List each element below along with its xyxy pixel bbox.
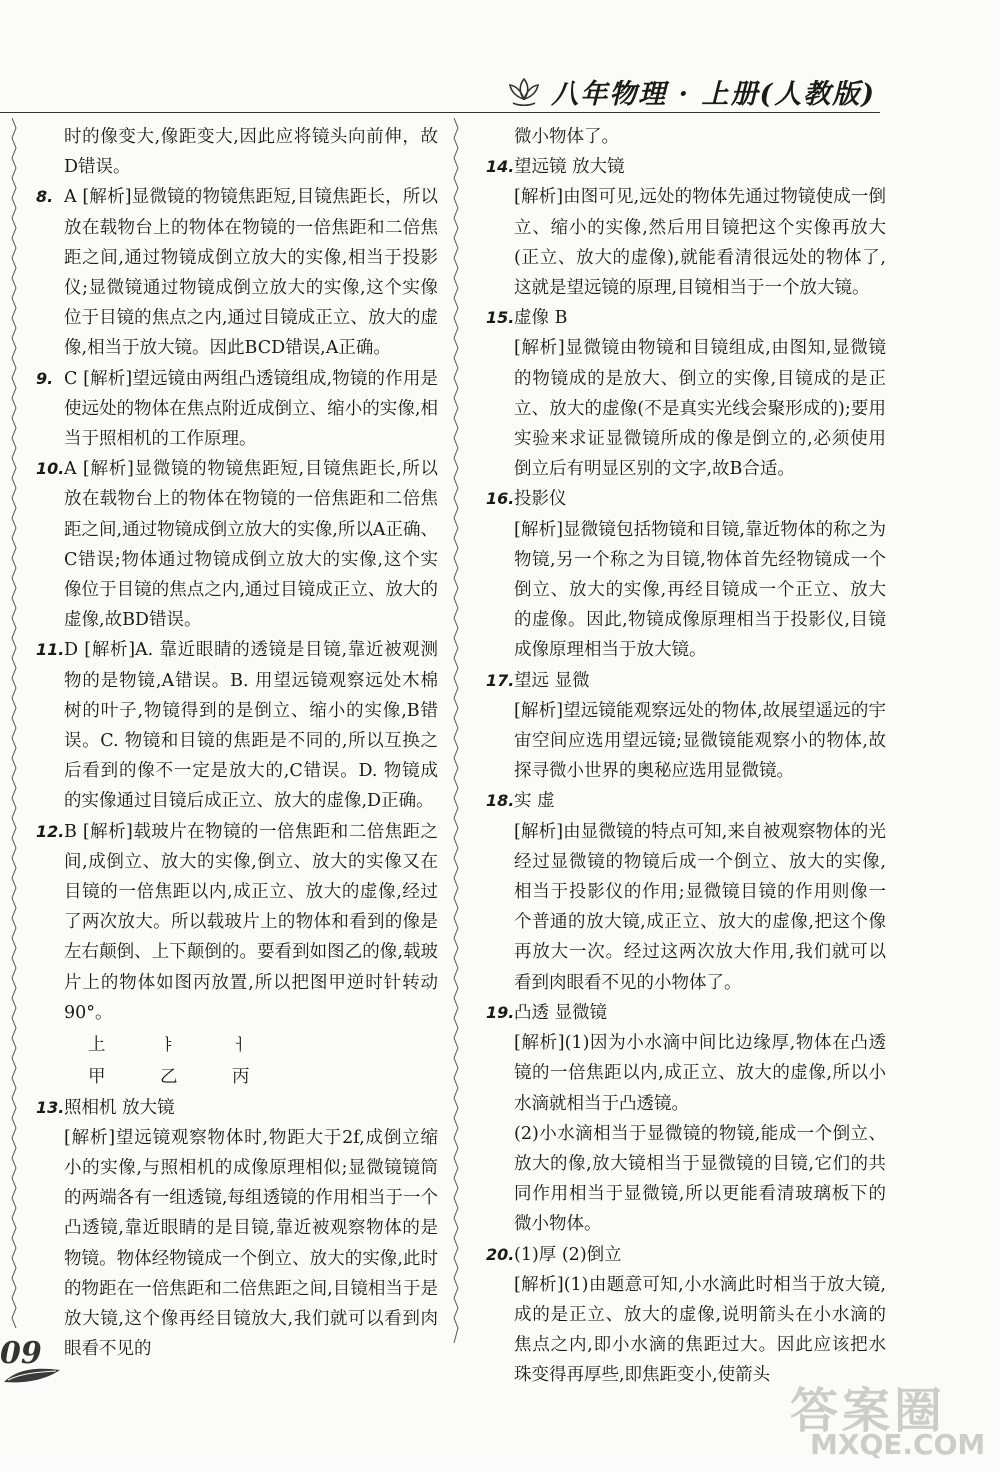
item-number: 8. [36, 187, 54, 207]
answer-item-14 [486, 152, 886, 303]
figure-label-yi: 乙 [160, 1067, 178, 1088]
leaf-ornament-icon [0, 1336, 70, 1388]
answer-item-19 [486, 998, 886, 1240]
item-number: 11. [36, 640, 65, 660]
item-explanation: [解析]望远镜能观察远处的物体,故展望遥远的宇宙空间应选用望远镜;显微镜能观察小的物体,故探寻微小世界的奥秘应选用显微镜。 [514, 700, 886, 782]
watermark-url: MXQE.COM [810, 1428, 986, 1461]
figure-label-bing: 丙 [232, 1067, 250, 1088]
item-explanation: [解析]由显微镜的特点可知,来自被观察物体的光经过显微镜的物镜后成一个倒立、放大的实像,相当于投影仪的作用;显微镜目镜的作用则像一个普通的放大镜,成正立、放大的虚像,把这个像再放大一次。经过这两次放大作用,我们就可以看到肉眼看不见的小物体了。 [514, 821, 886, 993]
header-rule [0, 112, 880, 113]
column-divider-decoration [452, 118, 460, 1343]
figure-glyph-bing: ㅓ [232, 1035, 248, 1055]
item-explanation: [解析]望远镜观察物体时,物距大于2f,成倒立缩小的实像,与照相机的成像原理相似;显微镜镜筒的两端各有一组透镜,每组透镜的作用相当于一个凸透镜,靠近眼睛的是目镜,靠近被观察物体的是物镜。物体经物镜成一个倒立、放大的实像,此时的物距在一倍焦距和二倍焦距之间,目镜相当于是放大镜,这个像再经目镜放大,我们就可以看到肉眼看不见的 [64, 1127, 438, 1360]
item-answer: (1)厚 (2)倒立 [514, 1244, 622, 1265]
figure-glyph-row [36, 1030, 438, 1060]
answer-item-17 [486, 666, 886, 787]
answer-item-9 [36, 364, 438, 455]
item-number: 13. [36, 1097, 65, 1117]
item-explanation: [解析](1)因为小水滴中间比边缘厚,物体在凸透镜的一倍焦距以内,成正立、放大的虚像,所以小水滴就相当于凸透镜。 [514, 1033, 886, 1114]
item-explanation: [解析]显微镜由物镜和目镜组成,由图知,显微镜的物镜成的是放大、倒立的实像,目镜成的是正立、放大的虚像(不是真实光线会聚形成的);要用实验来求证显微镜所成的像是倒立的,必须使用倒立后有明显区别的文字,故B合适。 [514, 338, 886, 480]
answer-item-11 [36, 635, 438, 816]
item-answer: 虚像 B [514, 308, 568, 329]
running-header [505, 72, 876, 111]
item-answer: 投影仪 [514, 489, 567, 510]
lotus-emblem-icon [505, 75, 543, 109]
figure-glyph-jia: 上 [88, 1035, 106, 1056]
left-spine-decoration [10, 118, 18, 1328]
continuation-text: 微小物体了。 [514, 127, 619, 147]
item-number: 17. [486, 670, 515, 690]
item-number: 12. [36, 821, 65, 841]
answer-item-13 [36, 1093, 438, 1365]
answer-item-15 [486, 303, 886, 484]
item-explanation: [解析]显微镜包括物镜和目镜,靠近物体的称之为物镜,另一个称之为目镜,物体首先经物镜成一个倒立、放大的实像,再经目镜成一个正立、放大的虚像。因此,物镜成像原理相当于投影仪,目镜成像原理相当于放大镜。 [514, 519, 886, 661]
answer-item-18 [486, 786, 886, 997]
item-text: D [解析]A. 靠近眼睛的透镜是目镜,靠近被观测物的是物镜,A错误。B. 用望远镜观察远处木棉树的叶子,物镜得到的是倒立、缩小的实像,B错误。C. 物镜和目镜的焦距是不同的,所以互换之后看到的像不一定是放大的,C错误。D. 物镜成的实像通过目镜后成正立、放大的虚像,D正确。 [64, 640, 438, 812]
figure-glyph-yi: ㅑ [160, 1035, 176, 1055]
item-explanation: [解析](1)由题意可知,小水滴此时相当于放大镜,成的是正立、放大的虚像,说明箭头在小水滴的焦点之内,即小水滴的焦距过大。因此应该把水珠变得再厚些,即焦距变小,使箭头 [514, 1274, 886, 1386]
page-number [0, 1336, 70, 1388]
figure-label-row [36, 1062, 438, 1092]
item-number: 9. [36, 368, 54, 388]
page-number-text: 09 [0, 1336, 42, 1371]
figure-label-jia: 甲 [88, 1067, 106, 1088]
answer-item-10 [36, 454, 438, 635]
header-title: 八年物理 · 上册(人教版) [551, 79, 876, 110]
answer-item-16 [486, 484, 886, 665]
item-number: 15. [486, 308, 515, 328]
item-explanation-part-2: (2)小水滴相当于显微镜的物镜,能成一个倒立、放大的像,放大镜相当于显微镜的目镜,它们的共同作用相当于显微镜,所以更能看清玻璃板下的微小物体。 [514, 1123, 886, 1235]
item-number: 16. [486, 489, 515, 509]
item-text: B [解析]载玻片在物镜的一倍焦距和二倍焦距之间,成倒立、放大的实像,倒立、放大的实像又在目镜的一倍焦距以内,成正立、放大的虚像,经过了两次放大。所以载玻片上的物体和看到的像是左右颠倒、上下颠倒的。要看到如图乙的像,载玻片上的物体如图丙放置,所以把图甲逆时针转动90°。 [64, 821, 438, 1023]
item-text: A [解析]显微镜的物镜焦距短,目镜焦距长,所以放在载物台上的物体在物镜的一倍焦距和二倍焦距之间,通过物镜成倒立放大的实像,所以A正确、C错误;物体通过物镜成倒立放大的实像,这个实像位于目镜的焦点之内,通过目镜成正立、放大的虚像,故BD错误。 [64, 459, 438, 631]
item-text: C [解析]望远镜由两组凸透镜组成,物镜的作用是使远处的物体在焦点附近成倒立、缩小的实像,相当于照相机的工作原理。 [64, 368, 438, 450]
item-number: 20. [486, 1244, 515, 1264]
item-answer: 实 虚 [514, 791, 555, 812]
item-number: 14. [486, 157, 515, 177]
item-answer: 望远 显微 [514, 670, 590, 691]
left-column [36, 122, 438, 1364]
right-column [486, 122, 886, 1391]
item-answer: 望远镜 放大镜 [514, 157, 625, 178]
item-explanation: [解析]由图可见,远处的物体先通过物镜使成一倒立、缩小的实像,然后用目镜把这个实像再放大(正立、放大的虚像),就能看清很远处的物体了,这就是望远镜的原理,目镜相当于一个放大镜。 [514, 187, 886, 299]
answer-item-20 [486, 1240, 886, 1391]
watermark-logo-text: 答案圈 [790, 1383, 947, 1439]
item-answer: 照相机 放大镜 [64, 1097, 175, 1118]
answer-item-12 [36, 817, 438, 1093]
answer-item-8 [36, 182, 438, 363]
watermark [750, 1372, 990, 1467]
item-number: 19. [486, 1002, 515, 1022]
item-number: 18. [486, 791, 515, 811]
item-answer: 凸透 显微镜 [514, 1002, 608, 1023]
item-text: A [解析]显微镜的物镜焦距短,目镜焦距长，所以放在载物台上的物体在物镜的一倍焦距和二倍焦距之间,通过物镜成倒立放大的实像,相当于投影仪;显微镜通过物镜成倒立放大的实像,这个实像位于目镜的焦点之内,通过目镜成正立、放大的虚像,相当于放大镜。因此BCD错误,A正确。 [64, 187, 438, 359]
item-number: 10. [36, 459, 65, 479]
continuation-text: 时的像变大,像距变大,因此应将镜头向前伸，故D错误。 [64, 127, 438, 178]
